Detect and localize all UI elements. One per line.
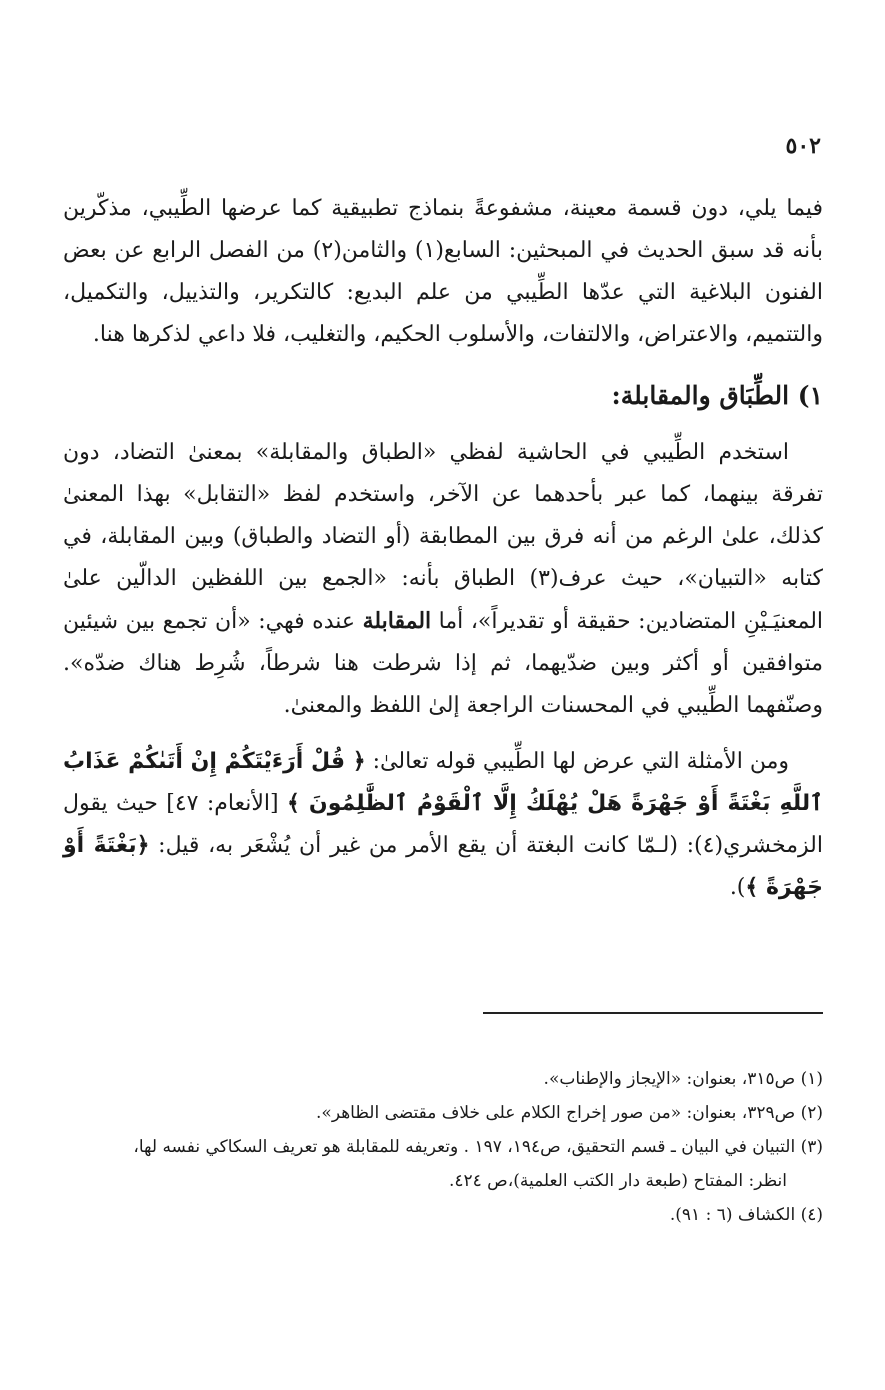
footnote-divider: [483, 1012, 823, 1014]
paragraph-2-text-a: استخدم الطِّيبي في الحاشية لفظي «الطباق والمقابلة» بمعنىٰ التضاد، دون تفرقة بينهما، كما عبر بأحدهما عن الآخر، واستخدم لفظ «التقابل» بهذا المعنىٰ كذلك، علىٰ الرغم من أنه فرق بين المطابقة (أو التضاد والطباق) وبين المقابلة، في كتابه «التبيان»، حيث عرف(٣) الطباق بأنه: «الجمع بين اللفظين الدالّين علىٰ المعنيَـيْنِ المتضادين: حقيقة أو تقديراً»، أما: [63, 440, 824, 634]
footnote-4: (٤) الكشاف (٦ : ٩١).: [669, 1205, 823, 1225]
section-heading: ١) الطِّبَاق والمقابلة:: [611, 381, 823, 410]
page-number: ٥٠٢: [785, 133, 821, 159]
footnote-2: (٢) ص٣٢٩، بعنوان: «من صور إخراج الكلام على خلاف مقتضى الظاهر».: [316, 1103, 823, 1123]
footnote-3: (٣) التبيان في البيان ـ قسم التحقيق، ص١٩٤، ١٩٧ . وتعريفه للمقابلة هو تعريف السكاكي نفسه لها،: [133, 1137, 823, 1157]
paragraph-2-bold-term: المقابلة: [362, 608, 432, 634]
paragraph-3-text-b: [الأنعام: ٤٧] حيث يقول الزمخشري(٤): (لـمّا كانت البغتة أن يقع الأمر من غير أن يُشْعَر به، قيل:: [63, 791, 823, 858]
paragraph-2: [63, 432, 823, 727]
paragraph-3: [63, 741, 823, 909]
footnotes: [63, 1062, 823, 1232]
paragraph-3-text-a: ومن الأمثلة التي عرض لها الطِّيبي قوله تعالىٰ:: [365, 749, 789, 774]
footnote-3-continuation: انظر: المفتاح (طبعة دار الكتب العلمية)،ص ٤٢٤.: [448, 1171, 787, 1191]
paragraph-2-text-b: عنده فهي: «أن تجمع بين شيئين متوافقين أو أكثر وبين ضدّيهما، ثم إذا شرطت هنا شرطاً، شُرِط هناك ضدّه». وصنّفهما الطِّيبي في المحسنات الراجعة إلىٰ اللفظ والمعنىٰ.: [63, 609, 823, 718]
quran-verse-2: ﴿بَغْتَةً أَوْ جَهْرَةً ﴾: [63, 833, 823, 900]
quran-verse-1: ﴿ قُلْ أَرَءَيْتَكُمْ إِنْ أَتَىٰكُمْ عَذَابُ ٱللَّهِ بَغْتَةً أَوْ جَهْرَةً هَلْ يُهْلَكُ إِلَّا ٱلْقَوْمُ ٱلظَّٰلِمُونَ ﴾: [63, 749, 824, 816]
main-text: [63, 188, 823, 923]
footnote-1: (١) ص٣١٥، بعنوان: «الإيجاز والإطناب».: [543, 1069, 823, 1089]
paragraph-3-text-c: ).: [729, 875, 746, 900]
paragraph-1: فيما يلي، دون قسمة معينة، مشفوعةً بنماذج تطبيقية كما عرضها الطِّيبي، مذكّرين بأنه قد سبق الحديث في المبحثين: السابع(١) والثامن(٢) من الفصل الرابع عن بعض الفنون البلاغية التي عدّها الطِّيبي من علم البديع: كالتكرير، والتذييل، والتكميل، والتتميم، والاعتراض، والالتفات، والأسلوب الحكيم، والتغليب، فلا داعي لذكرها هنا.: [63, 196, 824, 347]
